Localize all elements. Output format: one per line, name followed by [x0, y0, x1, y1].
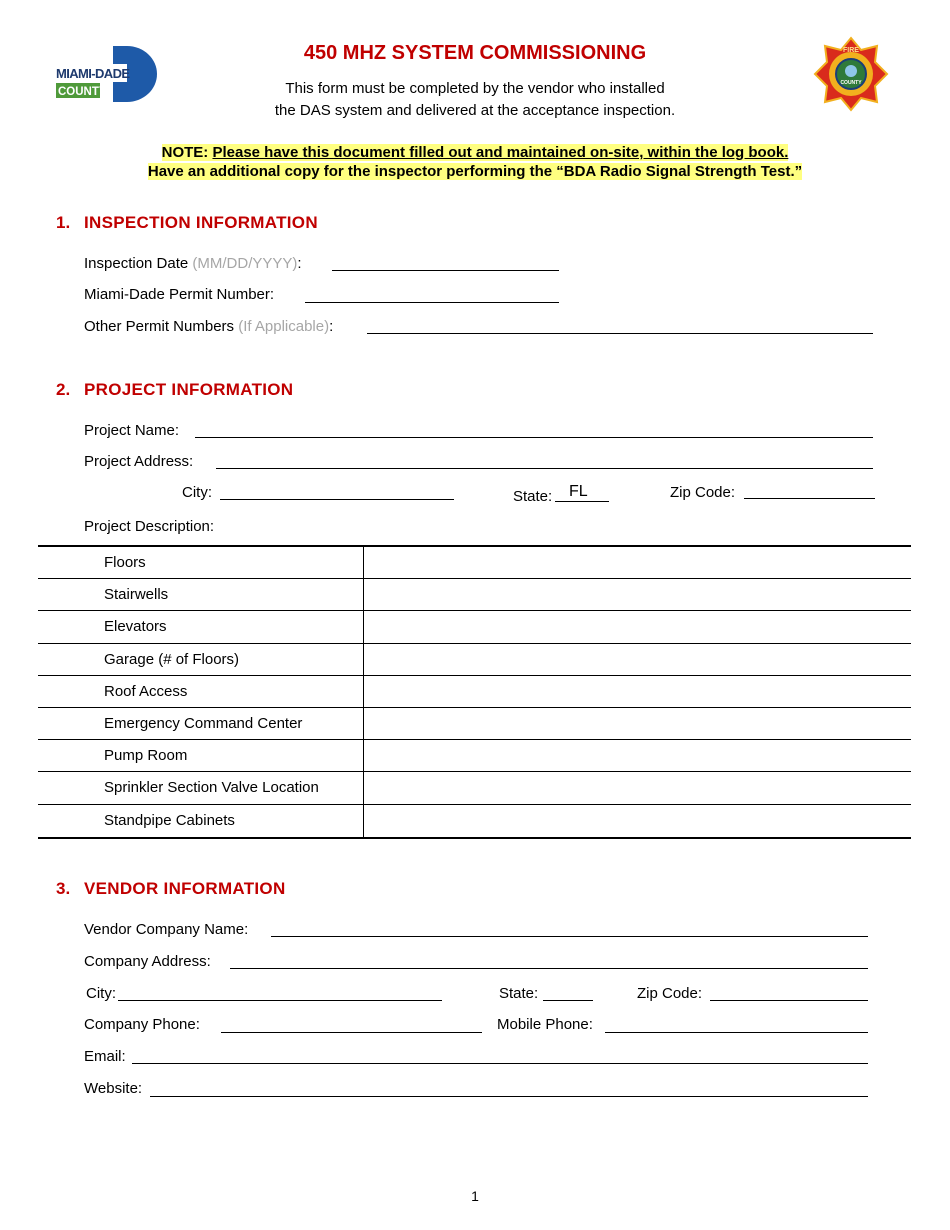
project-name-field[interactable]: [195, 437, 873, 438]
subtitle-line-2: the DAS system and delivered at the acceptance inspection.: [274, 102, 676, 119]
other-permit-label: [84, 318, 333, 335]
row-value-garage[interactable]: [364, 644, 911, 675]
row-label-emergency-command: Emergency Command Center: [38, 708, 364, 739]
section-2-number: 2.: [56, 380, 71, 399]
row-value-sprinkler-valve[interactable]: [364, 772, 911, 803]
section-2-title: PROJECT INFORMATION: [84, 380, 294, 399]
vendor-state-field[interactable]: [543, 1000, 593, 1001]
row-label-pump-room: Pump Room: [38, 740, 364, 771]
inspection-date-label: [84, 255, 302, 272]
row-label-sprinkler-valve: Sprinkler Section Valve Location: [38, 772, 364, 803]
table-row: [38, 644, 911, 676]
inspection-date-colon: :: [297, 255, 302, 272]
other-permit-hint: (If Applicable): [238, 318, 330, 335]
page-number: 1: [471, 1188, 479, 1204]
company-phone-field[interactable]: [221, 1032, 482, 1033]
website-field[interactable]: [150, 1096, 868, 1097]
logo-text-top: MIAMI-DADE: [56, 66, 130, 81]
mobile-phone-field[interactable]: [605, 1032, 868, 1033]
project-zip-label: Zip Code:: [670, 484, 736, 501]
project-address-label: Project Address:: [84, 453, 194, 470]
project-address-field[interactable]: [216, 468, 873, 469]
inspection-date-field[interactable]: [332, 270, 559, 271]
table-row: [38, 772, 911, 804]
inspection-date-hint: (MM/DD/YYYY): [192, 255, 298, 272]
row-value-elevators[interactable]: [364, 611, 911, 642]
vendor-state-label: State:: [499, 985, 539, 1002]
project-zip-field[interactable]: [744, 498, 875, 499]
note-text-1: Please have this document filled out and maintained on-site, within the log book.: [212, 144, 789, 161]
other-permit-colon: :: [329, 318, 334, 335]
section-3-number: 3.: [56, 879, 71, 898]
project-state-field[interactable]: [555, 501, 609, 502]
form-title: 450 MHZ SYSTEM COMMISSIONING: [303, 42, 647, 64]
project-state-label: State:: [513, 488, 553, 505]
section-3-title: VENDOR INFORMATION: [84, 879, 286, 898]
table-row: [38, 740, 911, 772]
vendor-zip-label: Zip Code:: [637, 985, 703, 1002]
section-1-title: INSPECTION INFORMATION: [84, 213, 318, 232]
note-prefix: NOTE:: [161, 144, 213, 161]
row-value-floors[interactable]: [364, 547, 911, 578]
vendor-city-label: City:: [86, 985, 116, 1002]
note-line-1: [0, 144, 950, 161]
vendor-address-field[interactable]: [230, 968, 868, 969]
table-row: [38, 708, 911, 740]
vendor-company-field[interactable]: [271, 936, 868, 937]
table-row: [38, 676, 911, 708]
logo-text-bottom: COUNTY: [58, 86, 107, 98]
email-label: Email:: [84, 1048, 126, 1065]
permit-number-field[interactable]: [305, 302, 559, 303]
company-phone-label: Company Phone:: [84, 1016, 200, 1033]
inspection-date-label-text: Inspection Date: [84, 255, 193, 272]
seal-text-top: FIRE: [843, 47, 859, 54]
row-value-stairwells[interactable]: [364, 579, 911, 610]
subtitle-line-1: This form must be completed by the vendor who installed: [285, 80, 665, 97]
seal-text-bottom: COUNTY: [840, 80, 862, 86]
vendor-zip-field[interactable]: [710, 1000, 868, 1001]
vendor-company-label: Vendor Company Name:: [84, 921, 249, 938]
email-field[interactable]: [132, 1063, 868, 1064]
table-row: [38, 611, 911, 643]
website-label: Website:: [84, 1080, 143, 1097]
note-text-2: Have an additional copy for the inspector performing the “BDA Radio Signal Strength Test.”: [147, 163, 803, 180]
row-value-emergency-command[interactable]: [364, 708, 911, 739]
project-city-label: City:: [182, 484, 212, 501]
note-line-2: [0, 163, 950, 180]
row-label-garage: Garage (# of Floors): [38, 644, 364, 675]
row-value-roof-access[interactable]: [364, 676, 911, 707]
project-name-label: Project Name:: [84, 422, 180, 439]
section-1-number: 1.: [56, 213, 71, 232]
project-state-value: FL: [569, 483, 588, 500]
row-label-elevators: Elevators: [38, 611, 364, 642]
row-value-pump-room[interactable]: [364, 740, 911, 771]
row-label-roof-access: Roof Access: [38, 676, 364, 707]
permit-number-label: [84, 286, 274, 303]
permit-number-label-text: Miami-Dade Permit Number:: [84, 286, 275, 303]
project-city-field[interactable]: [220, 499, 454, 500]
table-row: [38, 805, 911, 837]
other-permit-field[interactable]: [367, 333, 873, 334]
table-row: [38, 579, 911, 611]
row-value-standpipe[interactable]: [364, 805, 911, 837]
vendor-address-label: Company Address:: [84, 953, 211, 970]
table-row: [38, 547, 911, 579]
row-label-floors: Floors: [38, 547, 364, 578]
mobile-phone-label: Mobile Phone:: [497, 1016, 593, 1033]
row-label-standpipe: Standpipe Cabinets: [38, 805, 364, 837]
other-permit-label-text: Other Permit Numbers: [84, 318, 239, 335]
row-label-stairwells: Stairwells: [38, 579, 364, 610]
vendor-city-field[interactable]: [118, 1000, 442, 1001]
project-description-table: [38, 545, 911, 839]
project-description-label: Project Description:: [84, 518, 215, 535]
